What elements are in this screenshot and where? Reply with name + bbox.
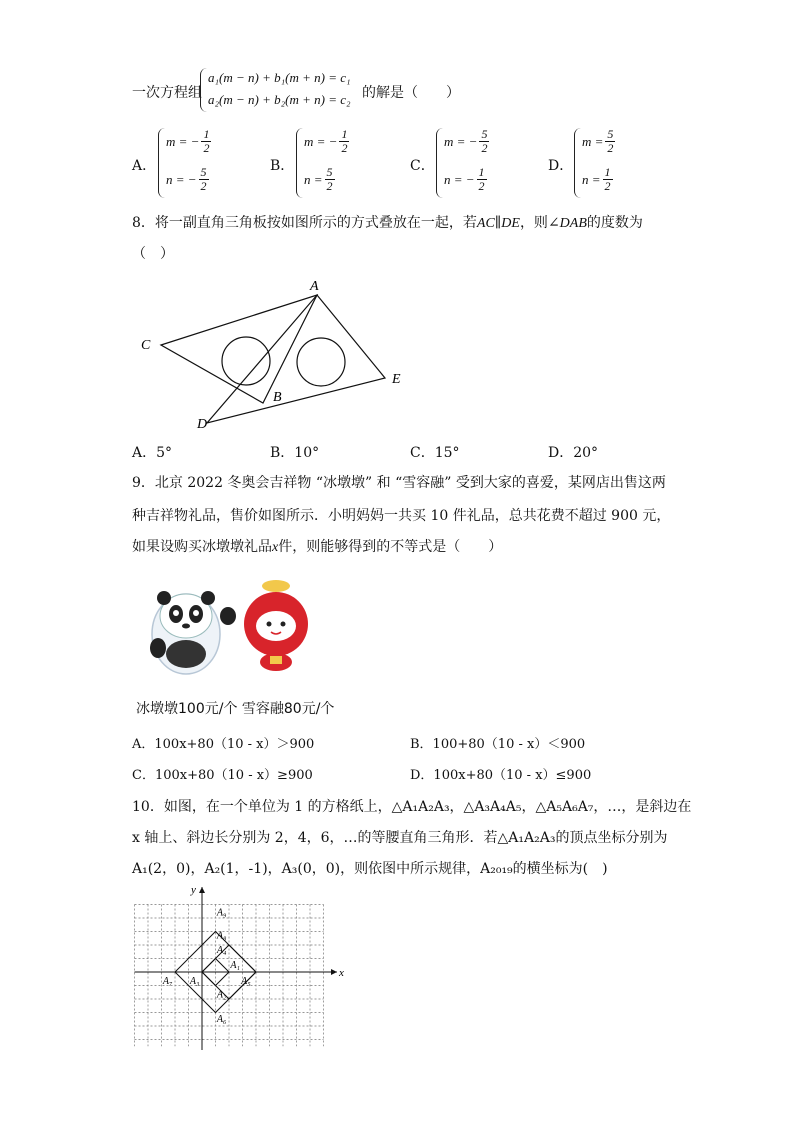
- point-label-a8: A₈: [216, 930, 227, 942]
- q7-option-n-row: [304, 166, 335, 193]
- q7-n-fraction: [477, 166, 487, 193]
- q7-option-m-row: [304, 128, 349, 155]
- q9-option-d: D．100x+80（10 - x）≤900: [410, 768, 592, 783]
- q7-m-lhs: m = −: [444, 133, 478, 149]
- q7-option-brace: [296, 128, 303, 198]
- q7-option-brace: [574, 128, 581, 198]
- y-axis-label: y: [191, 883, 196, 896]
- q8-option-b: B．10°: [270, 445, 320, 461]
- q8-text-b: ，则: [519, 215, 548, 231]
- q10-coordinate-figure: [132, 880, 352, 1050]
- q9-option-b: B．100+80（10 - x）＜900: [410, 737, 586, 752]
- q8-stem: [132, 212, 643, 232]
- q9-line-3a: 如果设购买冰墩墩礼品: [132, 539, 272, 555]
- q8-option-d: D．20°: [548, 445, 599, 461]
- point-label-a4: A₄: [216, 945, 227, 957]
- q7-option-n-row: [444, 166, 487, 193]
- q9-option-c: C．100x+80（10 - x）≥900: [132, 768, 313, 783]
- fraction-denominator: 2: [326, 179, 333, 193]
- q7-option-n-row: [582, 166, 613, 193]
- q7-suffix: 的解是（ ）: [362, 85, 460, 101]
- q7-n-lhs: n =: [304, 171, 323, 187]
- fraction-denominator: 2: [203, 141, 210, 155]
- q7-n-lhs: n = −: [166, 171, 197, 187]
- q7-option-label: A．: [132, 158, 157, 174]
- q8-hole-right: [297, 338, 345, 386]
- q9-variable-x: x: [272, 540, 279, 555]
- q7-equation-2: a₂(m − n) + b₂(m + n) = c₂: [208, 92, 351, 107]
- q8-triangle-abc: [161, 295, 317, 403]
- q8-angle: ∠DAB: [547, 216, 587, 231]
- fraction-denominator: 2: [200, 179, 207, 193]
- q7-equation-1: a₁(m − n) + b₁(m + n) = c₁: [208, 70, 351, 85]
- q7-option-label: B．: [270, 158, 295, 174]
- q7-n-fraction: [603, 166, 613, 193]
- q8-label-d: D: [197, 417, 208, 432]
- q10-line-3: A₁(2，0)，A₂(1，-1)，A₃(0，0)，则依图中所示规律，A₂₀₁₉的横坐标为( ): [132, 861, 608, 877]
- fraction-numerator: 5: [326, 165, 333, 179]
- q7-option-label: C．: [410, 158, 435, 174]
- q8-label-e: E: [392, 372, 401, 387]
- q7-option-m-row: [582, 128, 615, 155]
- q8-triangle-figure: [135, 275, 415, 435]
- point-label-a1: A₁: [230, 959, 240, 971]
- q9-line-3: [132, 536, 502, 556]
- q7-option-brace: [436, 128, 443, 198]
- x-axis-label: x: [339, 967, 344, 979]
- fraction-denominator: 2: [481, 141, 488, 155]
- shuey-rhon-rhon-mascot: [244, 580, 308, 671]
- fraction-denominator: 2: [341, 141, 348, 155]
- fraction-numerator: 5: [200, 165, 207, 179]
- q9-line-3b: 件，则能够得到的不等式是（ ）: [278, 539, 503, 555]
- x-axis-arrow: [331, 969, 337, 975]
- fraction-numerator: 1: [203, 127, 210, 141]
- fraction-denominator: 2: [604, 179, 611, 193]
- bing-dwen-dwen-mascot: [150, 591, 236, 674]
- q7-m-fraction: [605, 128, 615, 155]
- mascot-picture: [138, 576, 318, 676]
- q7-n-fraction: [325, 166, 335, 193]
- q7-option-label: D．: [548, 158, 574, 174]
- q8-paren: （ ）: [132, 246, 174, 262]
- q9-option-a: A．100x+80（10 - x）＞900: [132, 737, 315, 752]
- q7-n-lhs: n = −: [444, 171, 475, 187]
- q10-line-1: 10．如图，在一个单位为 1 的方格纸上，△A₁A₂A₃，△A₃A₄A₅，△A₅A₆A₇，…，是斜边在: [132, 799, 692, 815]
- point-label-a3: A₃: [189, 976, 200, 988]
- point-label-a2: A₂: [216, 989, 227, 1001]
- fraction-numerator: 1: [478, 165, 485, 179]
- q8-option-c: C．15°: [410, 445, 460, 461]
- fraction-numerator: 1: [341, 127, 348, 141]
- q9-price-caption: 冰墩墩100元/个 雪容融80元/个: [136, 701, 335, 717]
- point-label-a5: A₅: [241, 976, 251, 988]
- q8-label-a: A: [310, 279, 319, 294]
- point-label-a7: A₇: [162, 976, 173, 988]
- fraction-numerator: 5: [481, 127, 488, 141]
- fraction-denominator: 2: [478, 179, 485, 193]
- q7-n-lhs: n =: [582, 171, 601, 187]
- q8-condition: AC∥DE: [476, 216, 520, 231]
- q8-text-c: 的度数为: [586, 215, 643, 231]
- fraction-numerator: 5: [607, 127, 614, 141]
- q9-line-1: 9．北京 2022 冬奥会吉祥物 “冰墩墩” 和 “雪容融” 受到大家的喜爱，某网店出售这两: [132, 475, 666, 491]
- q7-m-lhs: m = −: [304, 133, 338, 149]
- point-label-a6: A₆: [216, 1013, 227, 1025]
- q7-system-brace: [200, 68, 207, 112]
- q7-m-lhs: m = −: [166, 133, 200, 149]
- q7-m-fraction: [479, 128, 489, 155]
- point-label-a9: A₉: [216, 907, 227, 919]
- q7-prefix: 一次方程组: [132, 85, 202, 101]
- q8-text-a: 8．将一副直角三角板按如图所示的方式叠放在一起，若: [132, 215, 477, 231]
- fraction-denominator: 2: [607, 141, 614, 155]
- q8-label-c: C: [141, 338, 151, 353]
- fraction-numerator: 1: [604, 165, 611, 179]
- q7-n-fraction: [199, 166, 209, 193]
- q7-option-n-row: [166, 166, 209, 193]
- q7-m-fraction: [339, 128, 349, 155]
- q8-option-a: A．5°: [132, 445, 173, 461]
- q7-m-lhs: m =: [582, 133, 604, 149]
- q8-triangle-ade: [207, 295, 385, 423]
- q7-m-fraction: [201, 128, 211, 155]
- q9-line-2: 种吉祥物礼品，售价如图所示．小明妈妈一共买 10 件礼品，总共花费不超过 900 元，: [132, 508, 671, 524]
- q7-option-brace: [158, 128, 165, 198]
- q10-line-2: x 轴上、斜边长分别为 2，4，6，…的等腰直角三角形．若△A₁A₂A₃的顶点坐标分别为: [132, 830, 668, 846]
- q7-option-m-row: [166, 128, 211, 155]
- q8-label-b: B: [273, 390, 282, 405]
- q7-option-m-row: [444, 128, 489, 155]
- y-axis-arrow: [199, 887, 205, 893]
